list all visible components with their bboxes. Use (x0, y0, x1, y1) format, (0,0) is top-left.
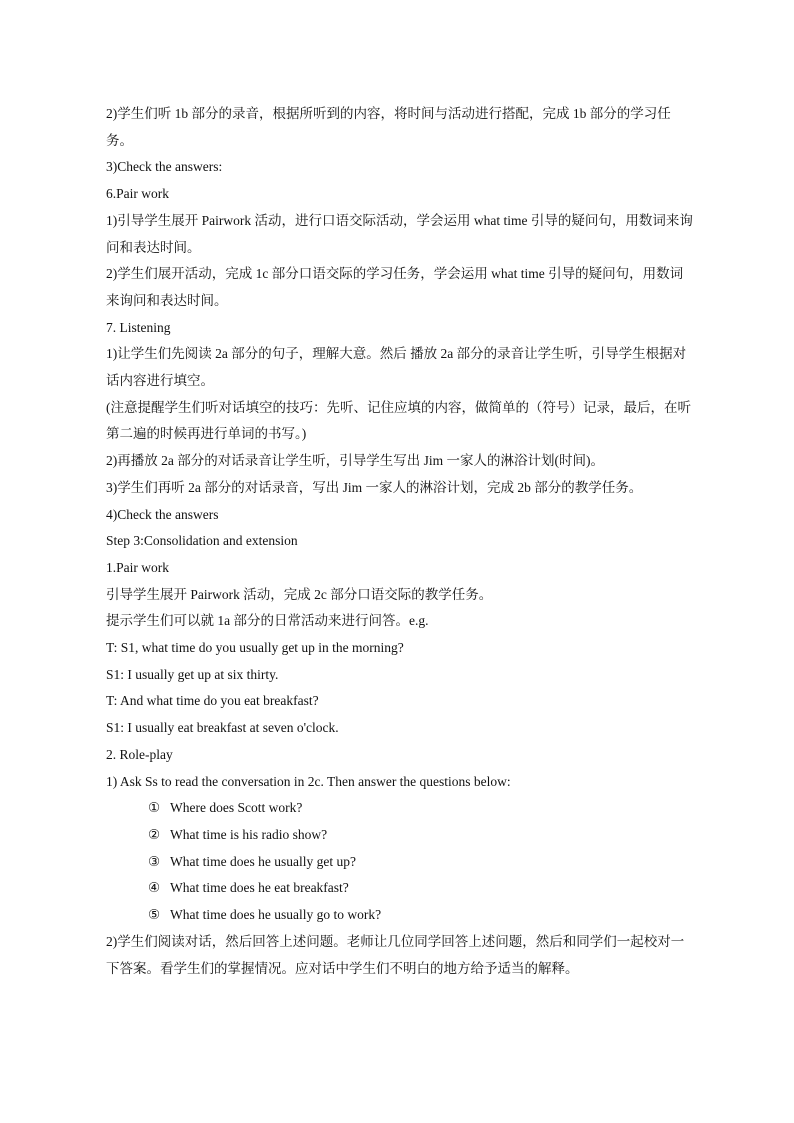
question-item (106, 902, 696, 929)
section-heading: 2. Role-play (106, 746, 173, 762)
step-heading: Step 3:Consolidation and extension (106, 533, 298, 549)
paragraph: 引导学生展开 Pairwork 活动，完成 2c 部分口语交际的教学任务。 (106, 586, 493, 602)
question-number: ① (148, 800, 161, 816)
paragraph: 1)让学生们先阅读 2a 部分的句子，理解大意。然后 播放 2a 部分的录音让学生听，引导学生根据对话内容进行填空。 (106, 346, 687, 389)
question-text: What time does he eat breakfast? (170, 880, 349, 896)
section-heading: 6.Pair work (106, 186, 169, 202)
dialogue-line: T: And what time do you eat breakfast? (106, 693, 319, 709)
question-number: ③ (148, 853, 161, 869)
paragraph: (注意提醒学生们听对话填空的技巧：先听、记住应填的内容，做简单的（符号）记录，最后，在听第二遍的时候再进行单词的书写。) (106, 399, 691, 442)
paragraph: 1) Ask Ss to read the conversation in 2c. Then answer the questions below: (106, 773, 511, 789)
question-item (106, 849, 696, 876)
question-number: ⑤ (148, 907, 161, 923)
question-item (106, 822, 696, 849)
document-body (106, 101, 696, 982)
paragraph: 提示学生们可以就 1a 部分的日常活动来进行问答。e.g. (106, 613, 429, 629)
question-number: ② (148, 826, 161, 842)
closing-paragraph: 2)学生们阅读对话，然后回答上述问题。老师让几位同学回答上述问题，然后和同学们一起校对一下答案。看学生们的掌握情况。应对话中学生们不明白的地方给予适当的解释。 (106, 933, 685, 976)
paragraph: 3)Check the answers: (106, 159, 223, 175)
section-heading: 1.Pair work (106, 559, 169, 575)
question-text: What time is his radio show? (170, 826, 328, 842)
question-text: What time does he usually get up? (170, 853, 356, 869)
paragraph: 4)Check the answers (106, 506, 219, 522)
dialogue-line: S1: I usually get up at six thirty. (106, 666, 279, 682)
paragraph: 2)再播放 2a 部分的对话录音让学生听，引导学生写出 Jim 一家人的淋浴计划(时间)。 (106, 453, 604, 469)
question-item (106, 875, 696, 902)
question-text: Where does Scott work? (170, 800, 303, 816)
question-text: What time does he usually go to work? (170, 907, 382, 923)
paragraph: 3)学生们再听 2a 部分的对话录音，写出 Jim 一家人的淋浴计划，完成 2b 部分的教学任务。 (106, 479, 643, 495)
paragraph: 1)引导学生展开 Pairwork 活动，进行口语交际活动，学会运用 what time 引导的疑问句，用数词来询问和表达时间。 (106, 212, 693, 255)
dialogue-line: S1: I usually eat breakfast at seven o'clock. (106, 720, 339, 736)
question-item (106, 795, 696, 822)
section-heading: 7. Listening (106, 319, 171, 335)
question-number: ④ (148, 880, 161, 896)
paragraph: 2)学生们展开活动，完成 1c 部分口语交际的学习任务，学会运用 what time 引导的疑问句，用数词来询问和表达时间。 (106, 266, 684, 308)
dialogue-line: T: S1, what time do you usually get up in the morning? (106, 640, 404, 656)
paragraph: 2)学生们听 1b 部分的录音，根据所听到的内容，将时间与活动进行搭配，完成 1b 部分的学习任务。 (106, 106, 671, 148)
